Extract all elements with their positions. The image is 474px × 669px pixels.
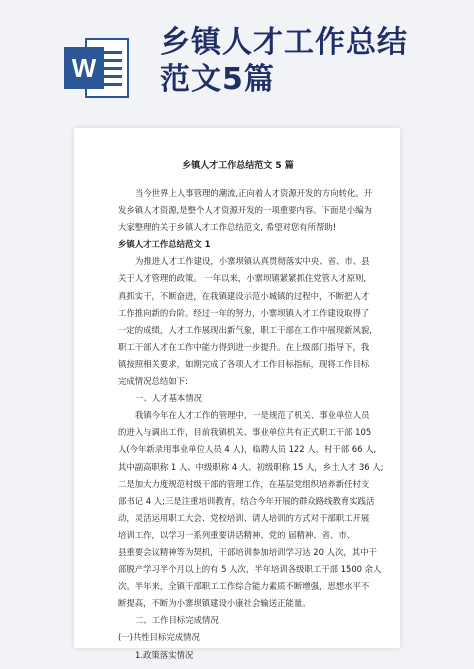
paragraph-line: 断提高，不断为小寨坝镇建设小康社会输送正能量。 bbox=[118, 598, 311, 609]
paragraph-line: 大家整理的关于乡镇人才工作总结范文, 希望对您有所帮助! bbox=[118, 222, 337, 233]
paragraph-line: 乡镇人才工作总结范文 1 bbox=[118, 239, 211, 250]
paragraph-line: 1.政策落实情况 bbox=[135, 649, 194, 660]
paragraph-line: (一)共性目标完成情况 bbox=[118, 632, 200, 643]
paragraph-line: 动，灵活运用职工大会、党校培训、请人培训的方式对干部职工开展 bbox=[118, 512, 370, 523]
paragraph-line: 二是加大力度规范村级干部的管理工作，在基层党组织培养新任村支 bbox=[118, 478, 370, 489]
paragraph-line: 部书记 4 人;三是注重培训教育，结合今年开展的群众路线教育实践活 bbox=[118, 495, 375, 506]
paragraph-line: 部脱产学习半个月以上的有 5 人次，半年培训各级职工干部 1500 余人 bbox=[118, 564, 382, 575]
paragraph-line: 发乡镇人才资源,是整个人才资源开发的一项重要内容。下面是小编为 bbox=[118, 205, 372, 216]
paragraph-line: 镇按照相关要求，如期完成了各项人才工作目标指标，现将工作目标 bbox=[118, 358, 370, 369]
paragraph-line: 一、人才基本情况 bbox=[135, 393, 202, 404]
paragraph-line: 工作推向新的台阶。经过一年的努力，小寨坝镇人才工作建设取得了 bbox=[118, 307, 370, 318]
paragraph-line: 我镇今年在人才工作的管理中，一是规范了机关、事业单位人员 bbox=[135, 410, 370, 421]
paragraph-line: 为推进人才工作建设，小寨坝镇认真贯彻落实中央、省、市、县 bbox=[135, 256, 370, 267]
paragraph-line: 次。半年来，全镇干部职工工作综合能力素质不断增强，思想水平不 bbox=[118, 581, 370, 592]
paragraph-line: 二、工作目标完成情况 bbox=[135, 615, 219, 626]
title-line-1: 乡镇人才工作总结 bbox=[160, 25, 408, 60]
document-title: 乡镇人才工作总结范文 5 篇 bbox=[182, 161, 294, 171]
paragraph-line: 真抓实干，不断奋进，在我镇建设示范小城镇的过程中，不断把人才 bbox=[118, 290, 370, 301]
paragraph-line: 关于人才管理的政策。 一年以来，小寨坝镇紧紧抓住党管人才原则, bbox=[118, 273, 367, 284]
paragraph-line: 的进入与调出工作，目前我镇机关、事业单位共有正式职工干部 105 bbox=[118, 427, 372, 438]
document-body bbox=[118, 158, 384, 664]
document-page bbox=[74, 128, 400, 660]
paragraph-line: 县重要会议精神等为契机，干部培训参加培训学习达 20 人次，其中干 bbox=[118, 546, 377, 557]
paragraph-line: 其中副高职称 1 人、中级职称 4 人、初级职称 15 人，乡土人才 36 人; bbox=[118, 461, 384, 472]
paragraph-line: 完成情况总结如下: bbox=[118, 376, 188, 387]
paragraph-line: 培训工作，以学习一系列重要讲话精神、党的 届精神、省、市、 bbox=[118, 529, 356, 540]
word-icon-letter: W bbox=[71, 53, 97, 83]
paragraph-line: 一定的成绩，人才工作展现出新气象，职工干部在工作中展现新风貌, bbox=[118, 324, 372, 335]
page-title bbox=[160, 24, 460, 98]
title-line-2: 范文5篇 bbox=[160, 62, 275, 97]
header-banner bbox=[0, 0, 474, 130]
word-doc-icon bbox=[64, 37, 130, 99]
document-lines bbox=[118, 185, 384, 664]
paragraph-line: 人(今年新录用事业单位人员 4 人)，临聘人员 122 人，村干部 66 人, bbox=[118, 444, 377, 455]
paragraph-line: 职工干部人才在工作中能力得到进一步提升。在上级部门指导下，我 bbox=[118, 341, 370, 352]
paragraph-line: 当今世界上人事管理的潮流,正向着人才资源开发的方向转化。开 bbox=[135, 188, 373, 198]
